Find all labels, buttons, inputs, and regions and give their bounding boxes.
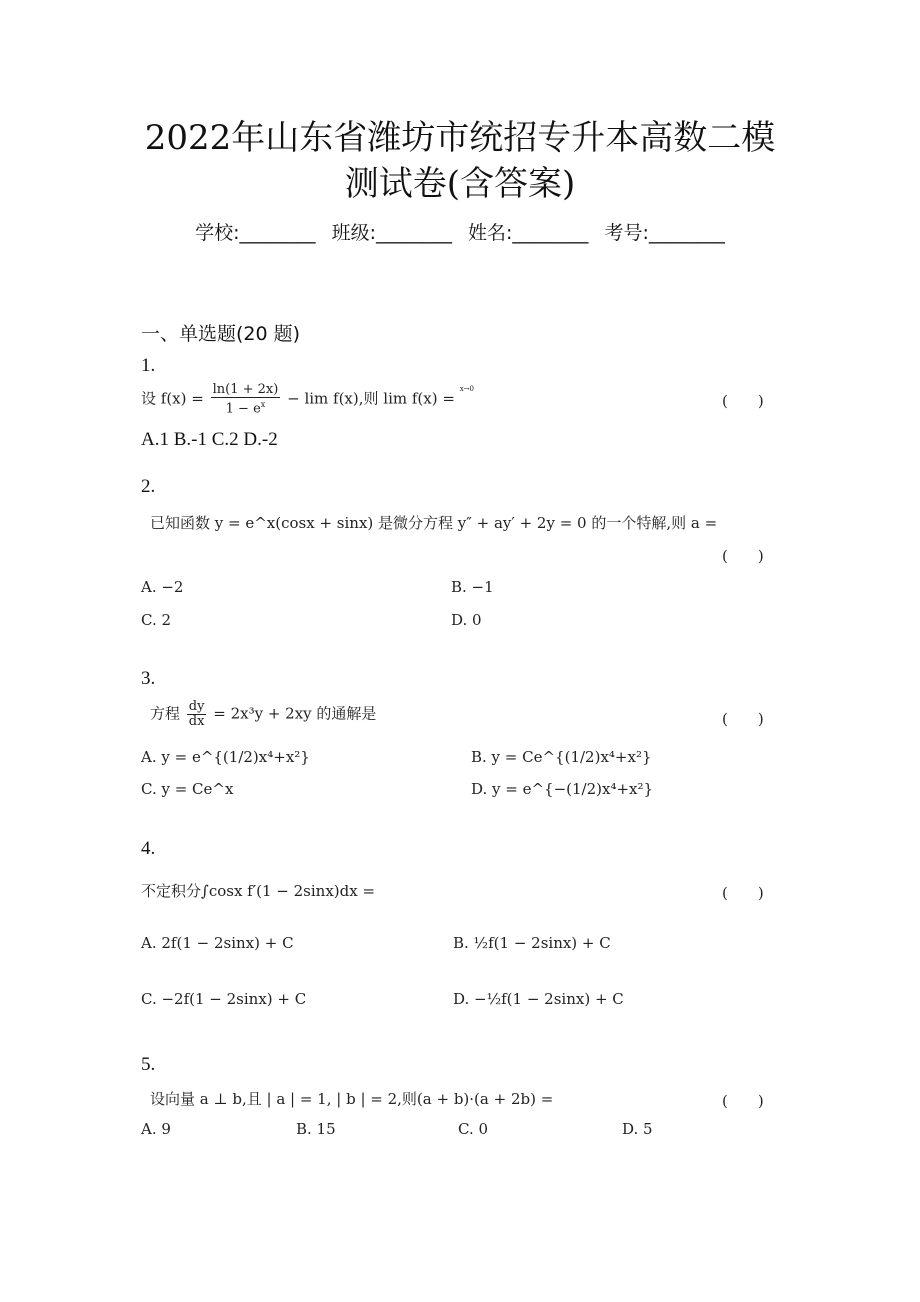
q1-frac-den (211, 398, 281, 416)
question-5-answer-blank: ( ) (722, 1092, 764, 1110)
q3-stem-suffix: = 2x³y + 2xy 的通解是 (213, 704, 377, 723)
question-4-option-a: A. 2f(1 − 2sinx) + C (141, 934, 294, 952)
question-3-option-c: C. y = Ce^x (141, 780, 234, 798)
question-2-answer-blank: ( ) (722, 547, 764, 565)
question-4-stem: 不定积分∫cosx f′(1 − 2sinx)dx = (141, 882, 376, 900)
title-line-2: 测试卷(含答案) (344, 164, 576, 204)
question-3-option-d: D. y = e^{−(1/2)x⁴+x²} (471, 780, 654, 798)
question-4-option-d: D. −½f(1 − 2sinx) + C (453, 990, 624, 1008)
question-5-stem: 设向量 a ⊥ b,且 | a | = 1, | b | = 2,则(a + b)·(a + 2b) = (150, 1090, 554, 1108)
question-5-option-d: D. 5 (622, 1120, 653, 1138)
question-4-number: 4. (141, 838, 156, 859)
question-2-number: 2. (141, 476, 156, 497)
q1-frac-den-sup: x (260, 400, 266, 409)
name-field: 姓名:________ (468, 222, 589, 244)
question-5-number: 5. (141, 1054, 156, 1075)
q3-frac-num: dy (188, 699, 205, 714)
question-2-stem: 已知函数 y = e^x(cosx + sinx) 是微分方程 y″ + ay′ + 2y = 0 的一个特解,则 a = (150, 514, 718, 532)
question-5-option-b: B. 15 (296, 1120, 336, 1138)
q3-frac-den: dx (188, 714, 205, 729)
q1-frac-den-base: 1 − e (225, 401, 261, 417)
question-3-stem (150, 700, 376, 729)
school-field: 学校:________ (195, 222, 316, 244)
q1-fraction (211, 383, 281, 416)
class-field: 班级:________ (331, 222, 452, 244)
q1-stem-prefix: 设 f(x) = (141, 389, 204, 408)
question-2-option-a: A. −2 (141, 578, 184, 596)
question-2-option-c: C. 2 (141, 611, 172, 629)
question-3-number: 3. (141, 668, 156, 689)
question-1-options: A.1 B.-1 C.2 D.-2 (141, 429, 278, 450)
question-1-number: 1. (141, 355, 156, 376)
question-2-option-b: B. −1 (451, 578, 494, 596)
question-4-option-b: B. ½f(1 − 2sinx) + C (453, 934, 611, 952)
q1-stem-mid: − lim f(x),则 lim f(x) = (287, 389, 455, 408)
section-heading: 一、单选题(20 题) (141, 323, 301, 345)
q3-stem-prefix: 方程 (150, 704, 181, 723)
question-2-option-d: D. 0 (451, 611, 482, 629)
info-fields (0, 218, 920, 245)
question-5-option-c: C. 0 (458, 1120, 489, 1138)
title-line-1: 2022年山东省潍坊市统招专升本高数二模 (144, 118, 776, 158)
question-4-option-c: C. −2f(1 − 2sinx) + C (141, 990, 307, 1008)
q1-limit-sub (460, 383, 474, 395)
q1-frac-num: ln(1 + 2x) (212, 382, 279, 397)
question-3-option-a: A. y = e^{(1/2)x⁴+x²} (141, 748, 310, 766)
question-1-stem (141, 383, 474, 416)
question-4-answer-blank: ( ) (722, 884, 764, 902)
q1-limit-sub-text: x→0 (459, 385, 474, 393)
question-3-option-b: B. y = Ce^{(1/2)x⁴+x²} (471, 748, 652, 766)
q3-fraction (187, 700, 207, 729)
question-5-option-a: A. 9 (141, 1120, 171, 1138)
exam-number-field: 考号:________ (604, 222, 725, 244)
question-3-answer-blank: ( ) (722, 710, 764, 728)
question-1-answer-blank: ( ) (722, 392, 764, 410)
